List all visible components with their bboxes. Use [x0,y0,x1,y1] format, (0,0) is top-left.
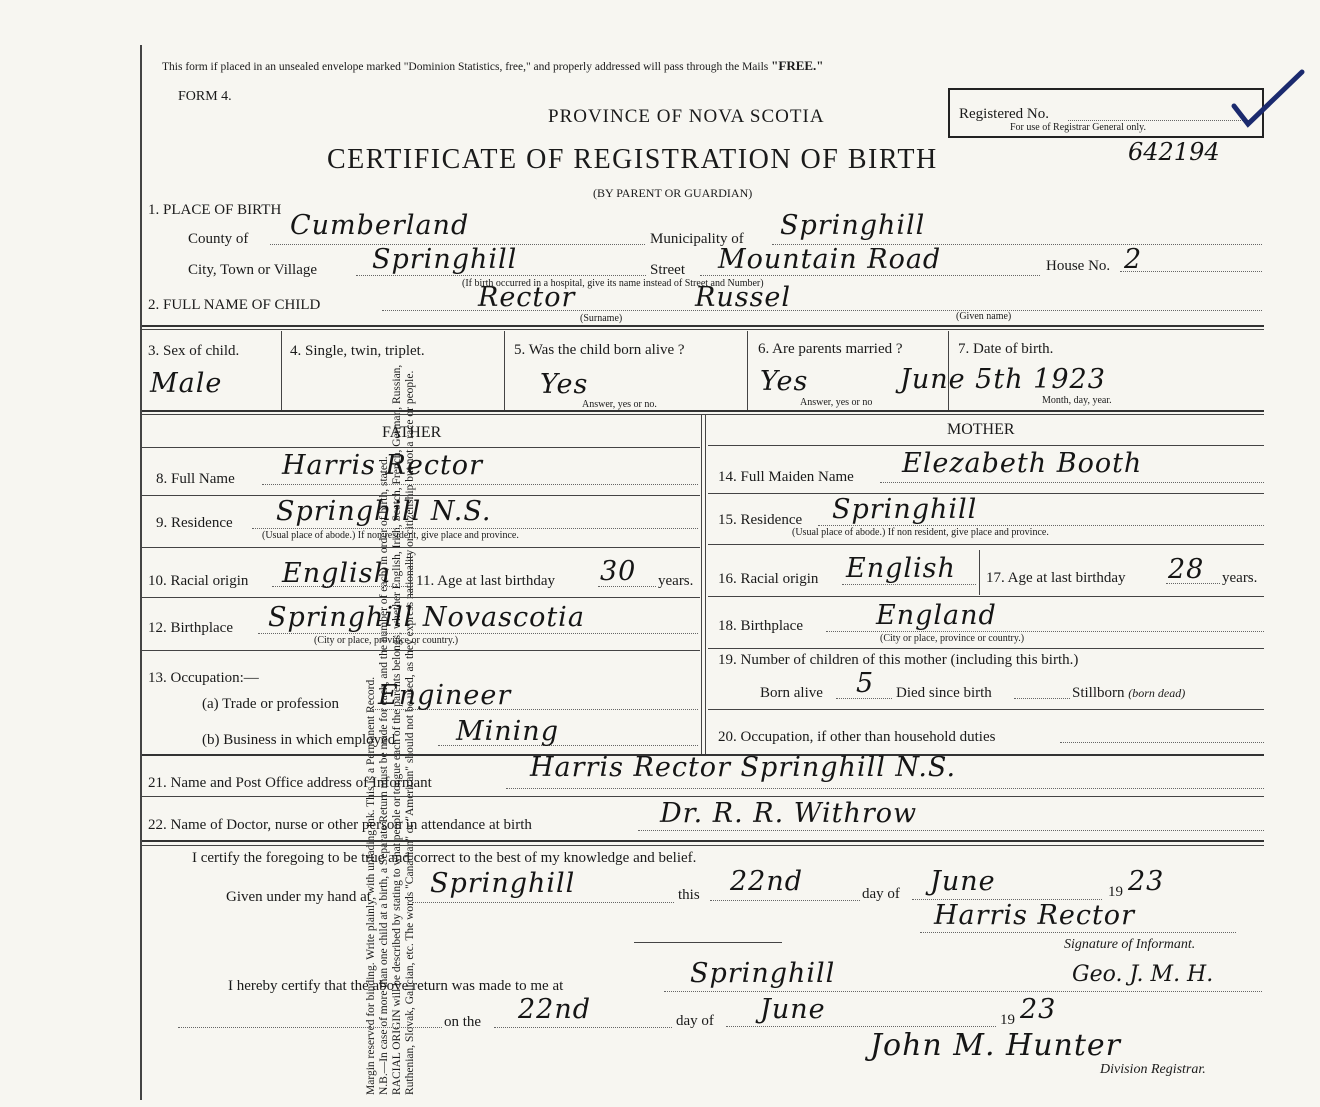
sex-label: 3. Sex of child. [148,343,240,359]
registrar-year-value: 23 [1020,994,1057,1025]
occupation-label: 13. Occupation:— [148,670,259,686]
mother-birthplace-note: (City or place, province or country.) [880,633,1025,644]
trade-label: (a) Trade or profession [202,696,340,712]
child-name-label: 2. FULL NAME OF CHILD [148,297,321,313]
informant-value: Harris Rector Springhill N.S. [530,752,957,783]
place-of-birth-label: 1. PLACE OF BIRTH [148,202,282,218]
died-since-birth-label: Died since birth [896,685,992,701]
father-birthplace-label: 12. Birthplace [148,620,233,636]
doctor-value: Dr. R. R. Withrow [660,798,918,829]
children-count-label: 19. Number of children of this mother (including this birth.) [718,652,1079,668]
house-label: House No. [1046,258,1111,274]
born-alive-count-value: 5 [856,668,875,699]
on-the-label: on the [444,1014,482,1030]
given-place-value: Springhill [430,868,576,899]
father-name-label: 8. Full Name [156,471,235,487]
registrar-statement: I hereby certify that the above return was made to me at [228,978,564,994]
street-value: Mountain Road [718,244,942,275]
born-alive-label: 5. Was the child born alive ? [514,342,685,358]
mother-heading: MOTHER [947,421,1015,438]
father-racial-label: 10. Racial origin [148,573,249,589]
house-value: 2 [1124,244,1143,275]
free-label: "FREE." [771,58,824,73]
city-label: City, Town or Village [188,262,318,278]
mother-occupation-label: 20. Occupation, if other than household duties [718,729,996,745]
mother-age-unit: years. [1222,570,1258,586]
mother-racial-value: English [846,553,956,584]
registrar-day-value: 22nd [518,994,592,1025]
registrar-day-of-label: day of [676,1013,714,1029]
given-year-prefix: 19 [1108,884,1123,900]
surname-note: (Surname) [580,313,623,324]
plurality-label: 4. Single, twin, triplet. [290,343,425,359]
registered-number-box [948,88,1264,138]
father-name-value: Harris Rector [282,450,483,481]
binding-margin-line [140,45,142,1100]
stillborn-label: Stillborn (born dead) [1072,685,1186,701]
date-of-birth-label: 7. Date of birth. [958,341,1054,357]
business-label: (b) Business in which employed [202,732,396,748]
father-residence-value: Springhill N.S. [276,496,492,527]
doctor-label: 22. Name of Doctor, nurse or other person in attendance at birth [148,817,532,833]
father-age-label: 11. Age at last birthday [416,573,555,589]
given-day-value: 22nd [730,866,804,897]
mother-birthplace-value: England [876,600,997,631]
division-registrar-label: Division Registrar. [1100,1062,1206,1077]
registrar-year-prefix: 19 [1000,1012,1015,1028]
father-age-value: 30 [600,556,637,587]
municipality-value: Springhill [780,210,926,241]
county-value: Cumberland [290,210,470,241]
page-title: CERTIFICATE OF REGISTRATION OF BIRTH [327,144,938,175]
date-of-birth-note: Month, day, year. [1042,395,1112,406]
margin-line-4: Ruthenian, Slovak, Galician, etc. The words "Canadian" or "American" should not be used, as they express nationality or citizenship but not a race or people. [404,370,416,1095]
mother-age-value: 28 [1168,554,1205,585]
this-label: this [678,887,700,903]
margin-line-1: Margin reserved for binding. Write plainly, with unfading ink. This is a Permanent Record. [365,676,377,1095]
parents-married-value: Yes [760,366,809,397]
registrar-initials: Geo. J. M. H. [1072,962,1214,987]
municipality-label: Municipality of [650,231,744,247]
given-month-value: June [930,866,996,897]
registered-label: Registered No. [959,106,1049,122]
father-residence-label: 9. Residence [156,515,233,531]
given-year-value: 23 [1128,866,1165,897]
province-title: PROVINCE OF NOVA SCOTIA [548,106,825,127]
parents-married-label: 6. Are parents married ? [758,341,903,357]
child-surname: Rector [478,282,576,313]
given-name-note: (Given name) [956,311,1012,322]
city-value: Springhill [372,244,518,275]
father-residence-note: (Usual place of abode.) If non resident, give place and province. [262,530,519,541]
born-alive-note: Answer, yes or no. [582,399,657,410]
born-alive-count-label: Born alive [760,685,823,701]
mother-name-label: 14. Full Maiden Name [718,469,854,485]
informant-label: 21. Name and Post Office address of Informant [148,775,432,791]
informant-signature: Harris Rector [934,900,1135,931]
mother-age-label: 17. Age at last birthday [986,570,1126,586]
registrar-place-value: Springhill [690,958,836,989]
mother-residence-label: 15. Residence [718,512,803,528]
child-given-name: Russel [695,282,792,313]
informant-signature-label: Signature of Informant. [1064,937,1196,952]
father-racial-value: English [282,558,392,589]
mother-residence-note: (Usual place of abode.) If non resident, give place and province. [792,527,1049,538]
parents-married-note: Answer, yes or no [800,397,873,408]
trade-value: Engineer [378,680,512,711]
given-under-hand-label: Given under my hand at [226,889,371,905]
postage-notice: This form if placed in an unsealed envelope marked "Dominion Statistics, free," and properly addressed will pass through the Mails "FREE." [162,58,824,73]
registered-number: 642194 [1128,138,1220,166]
mother-residence-value: Springhill [832,494,978,525]
registrar-month-value: June [760,994,826,1025]
mother-birthplace-label: 18. Birthplace [718,618,803,634]
checkmark-icon [1228,66,1308,136]
form-number: FORM 4. [178,89,232,104]
margin-line-3: RACIAL ORIGIN will be described by stating to what people or tongue each of the parents belongs, whether English, Irish, Scotch, French, German, Russian, [391,364,403,1095]
county-label: County of [188,231,249,247]
day-of-label: day of [862,886,900,902]
father-birthplace-value: Springhill Novascotia [268,602,585,633]
date-of-birth-value: June 5th 1923 [900,364,1106,395]
registered-note: For use of Registrar General only. [1010,122,1146,133]
father-birthplace-note: (City or place, province or country.) [314,635,459,646]
street-label: Street [650,262,685,278]
hospital-note: (If birth occurred in a hospital, give its name instead of Street and Number) [462,278,764,289]
registrar-signature: John M. Hunter [870,1028,1122,1063]
father-heading: FATHER [382,424,442,441]
certify-statement: I certify the foregoing to be true and correct to the best of my knowledge and belief. [192,850,697,866]
business-value: Mining [456,716,559,747]
born-alive-value: Yes [540,369,589,400]
sex-value: Male [150,368,223,399]
margin-line-2: N.B.—In case of more than one child at a birth, a Separate Return must be made for each, and the number of each, in order of birth, stated. [378,456,390,1095]
mother-name-value: Elezabeth Booth [902,448,1143,479]
father-age-unit: years. [658,573,694,589]
page-subtitle: (BY PARENT OR GUARDIAN) [593,186,753,200]
mother-racial-label: 16. Racial origin [718,571,819,587]
